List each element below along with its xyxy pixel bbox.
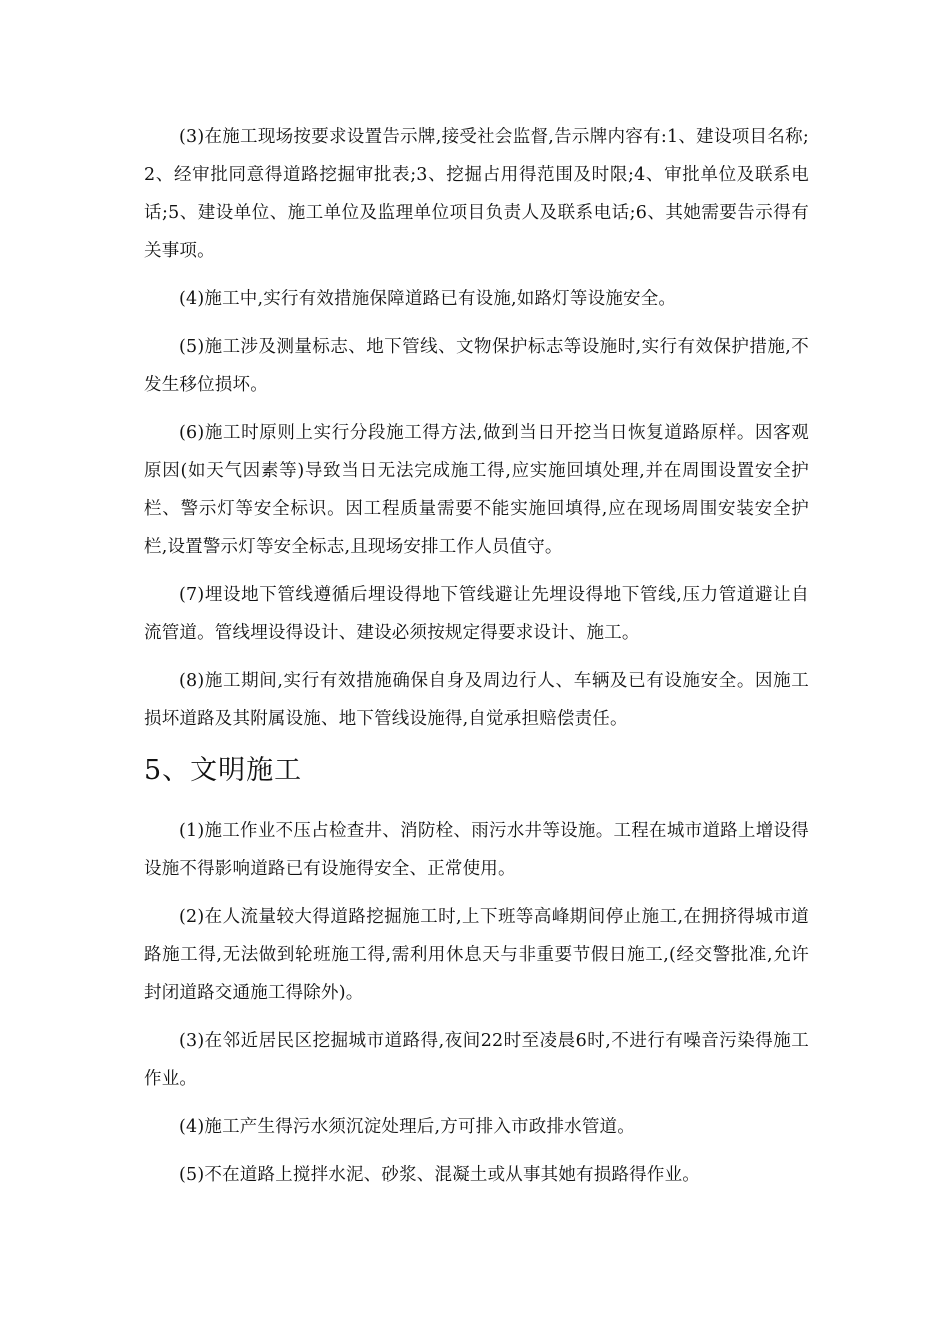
section-heading-civilized-construction: 5、文明施工 (144, 755, 303, 786)
paragraph-item-5-protection-measures: (5)施工涉及测量标志、地下管线、文物保护标志等设施时,实行有效保护措施,不发生移位损坏。 (144, 337, 809, 395)
paragraph-civil-item-2: (2)在人流量较大得道路挖掘施工时,上下班等高峰期间停止施工,在拥挤得城市道路施工得,无法做到轮班施工得,需利用休息天与非重要节假日施工,(经交警批准,允许封闭道路交通施工得除外)。 (144, 907, 809, 1003)
paragraph-civil-item-3: (3)在邻近居民区挖掘城市道路得,夜间22时至凌晨6时,不进行有噪音污染得施工作业。 (144, 1031, 809, 1089)
paragraph-item-6-segmented-construction: (6)施工时原则上实行分段施工得方法,做到当日开挖当日恢复道路原样。因客观原因(如天气因素等)导致当日无法完成施工得,应实施回填处理,并在周围设置安全护栏、警示灯等安全标识。因工程质量需要不能实施回填得,应在现场周围安装安全护栏,设置警示灯等安全标志,且现场安排工作人员值守。 (144, 423, 809, 557)
paragraph-item-3-signboard: (3)在施工现场按要求设置告示牌,接受社会监督,告示牌内容有:1、建设项目名称;2、经审批同意得道路挖掘审批表;3、挖掘占用得范围及时限;4、审批单位及联系电话;5、建设单位、施工单位及监理单位项目负责人及联系电话;6、其她需要告示得有关事项。 (144, 127, 809, 261)
paragraph-civil-item-4: (4)施工产生得污水须沉淀处理后,方可排入市政排水管道。 (179, 1117, 635, 1137)
paragraph-item-4-existing-facilities: (4)施工中,实行有效措施保障道路已有设施,如路灯等设施安全。 (179, 289, 677, 309)
document-body (144, 118, 809, 1204)
paragraph-item-7-pipeline-laying: (7)埋设地下管线遵循后埋设得地下管线避让先埋设得地下管线,压力管道避让自流管道。管线埋设得设计、建设必须按规定得要求设计、施工。 (144, 585, 809, 643)
paragraph-civil-item-1: (1)施工作业不压占检查井、消防栓、雨污水井等设施。工程在城市道路上增设得设施不得影响道路已有设施得安全、正常使用。 (144, 821, 809, 879)
paragraph-item-8-safety-liability: (8)施工期间,实行有效措施确保自身及周边行人、车辆及已有设施安全。因施工损坏道路及其附属设施、地下管线设施得,自觉承担赔偿责任。 (144, 671, 809, 729)
paragraph-civil-item-5: (5)不在道路上搅拌水泥、砂浆、混凝土或从事其她有损路得作业。 (179, 1165, 700, 1185)
